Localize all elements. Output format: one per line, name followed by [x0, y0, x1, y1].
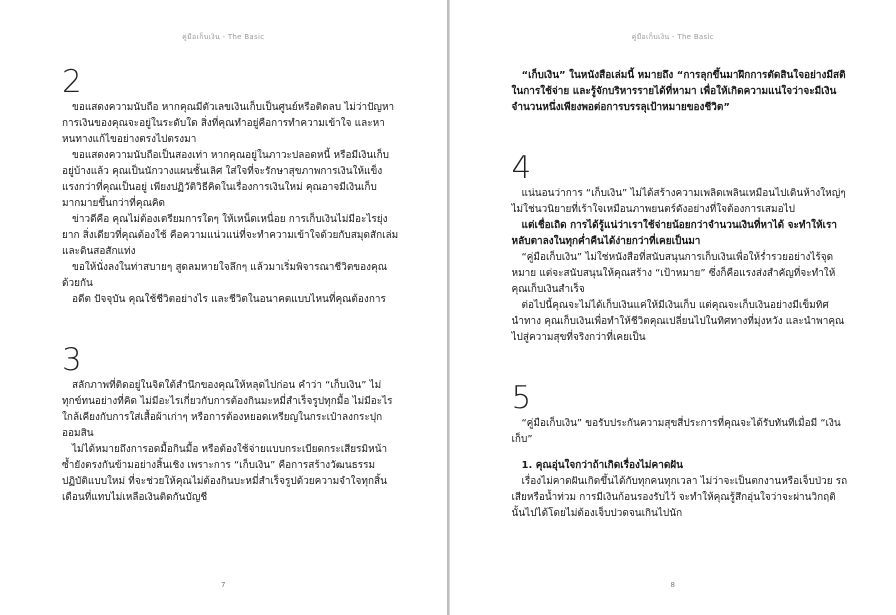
page-number: 8: [670, 581, 675, 589]
paragraph: แต่เชื่อเถิด การได้รู้แน่ว่าเราใช้จ่ายน้อยกว่าจำนวนเงินที่หาได้ จะทำให้เราหลับตาลงในทุกค่ำคืนได้ง่ายกว่าที่เคยเป็นมา: [511, 220, 837, 247]
section-number: 2: [62, 64, 82, 100]
section-spacer: [512, 116, 849, 152]
page-number: 7: [221, 581, 226, 589]
paragraph: อดีต ปัจจุบัน คุณใช้ชีวิตอย่างไร และชีวิตในอนาคตแบบไหนที่คุณต้องการ: [72, 294, 386, 305]
paragraph: ไม่ได้หมายถึงการอดมื้อกินมื้อ หรือต้องใช้จ่ายแบบกระเบียดกระเสียรมิหน้าซ้ำยังตรงกันข้ามอย่างสิ้นเชิง เพราะการ “เก็บเงิน” คือการสร้างวัฒนธรรมปฏิบัติแบบใหม่ ที่จะช่วยให้คุณไม่ต้องกินบะหมี่สำเร็จรูปด้วยความจำใจทุกสิ้นเดือนที่แทบไม่เหลือเงินติดกันบัญชี: [62, 444, 388, 503]
paragraph: ขอให้นั่งลงในท่าสบายๆ สูดลมหายใจลึกๆ แล้วมาเริ่มพิจารณาชีวิตของคุณด้วยกัน: [62, 262, 387, 289]
paragraph: สลักภาพที่ติดอยู่ในจิตใต้สำนึกของคุณให้หลุดไปก่อน คำว่า “เก็บเงิน” ไม่ทุกข์ทนอย่างที่คิด ไม่มีอะไรเกี่ยวกับการต้องกินมะหมี่สำเร็จรูปทุกมื้อ ไม่มีอะไรใกล้เคียงกับการใส่เสื้อผ้าเก่าๆ หรือการต้องหยอดเหรียญในกระเป๋าลงกระปุกออมสิน: [62, 380, 393, 439]
paragraph: ข่าวดีคือ คุณไม่ต้องเตรียมการใดๆ ให้เหน็ดเหนื่อย การเก็บเงินไม่มีอะไรยุ่งยาก สิ่งเดียวที่คุณต้องใช้ คือความแน่วแน่ที่จะทำความเข้าใจด้วยกับสมุดสักเล่มและดินสอสักแท่ง: [62, 214, 399, 257]
sub-heading: 1. คุณอุ่นใจกว่าถ้าเกิดเรื่องไม่คาดฝัน: [521, 460, 684, 471]
paragraph: ขอแสดงความนับถือเป็นสองเท่า หากคุณอยู่ในภาวะปลอดหนี้ หรือมีเงินเก็บอยู่บ้างแล้ว คุณเป็นนักวางแผนชั้นเลิศ ใส่ใจที่จะรักษาสุขภาพการเงินให้แข็งแรงกว่าที่คุณเป็นอยู่ เพียงปฏิวัติวิธีคิดในเรื่องการเงินใหม่ คุณอาจมีเงินเก็บมากมายขึ้นกว่าที่คุณคิด: [62, 150, 390, 209]
section-number: 5: [511, 380, 532, 416]
paragraph: “คู่มือเก็บเงิน” ไม่ใช่หนังสือที่สนับสนุนการเก็บเงินเพื่อให้ร่ำรวยอย่างไร้จุดหมาย แต่จะสนับสนุนให้คุณสร้าง “เป้าหมาย” ซึ่งก็คือแรงส่งสำคัญที่จะทำให้คุณเก็บเงินสำเร็จ: [511, 252, 836, 295]
left-page-content: [62, 66, 399, 506]
running-head: คู่มือเก็บเงิน - The Basic: [182, 33, 265, 41]
section-spacer: [62, 308, 399, 344]
paragraph: เรื่องไม่คาดฝันเกิดขึ้นได้กับทุกคนทุกเวลา ไม่ว่าจะเป็นตกงานหรือเจ็บป่วย รถเสียหรือน้ำท่วม การมีเงินก้อนรองรับไว้ จะทำให้คุณรู้สึกอุ่นใจว่าจะผ่านวิกฤตินั้นไปได้โดยไม่ต้องเจ็บปวดจนเกินไปนัก: [511, 476, 848, 519]
right-page: [450, 0, 896, 615]
paragraph: ต่อไปนี้คุณจะไม่ได้เก็บเงินแค่ให้มีเงินเก็บ แต่คุณจะเก็บเงินอย่างมีเข็มทิศนำทาง คุณเก็บเงินเพื่อทำให้ชีวิตคุณเปลี่ยนไปในทิศทางที่มุ่งหวัง และนำพาคุณไปสู่ความสุขที่จริงกว่าที่เคยเป็น: [511, 300, 845, 343]
paragraph: “คู่มือเก็บเงิน” ขอรับประกันความสุขสี่ประการที่คุณจะได้รับทันทีเมื่อมี “เงินเก็บ”: [511, 418, 841, 445]
running-head: คู่มือเก็บเงิน - The Basic: [631, 33, 714, 41]
right-page-content: [512, 68, 849, 522]
paragraph: ขอแสดงความนับถือ หากคุณมีตัวเลขเงินเก็บเป็นศูนย์หรือติดลบ ไม่ว่าปัญหาการเงินของคุณจะอยู่ในระดับใด สิ่งที่คุณทำอยู่คือการทำความเข้าใจ และหาหนทางแก้ไขอย่างตรงไปตรงมา: [62, 102, 395, 145]
paragraph: แน่นอนว่าการ “เก็บเงิน” ไม่ได้สร้างความเพลิดเพลินเหมือนไปเดินห้างใหญ่ๆ ไม่ใช่นวนิยายที่เร้าใจเหมือนภาพยนตร์ดังอย่างที่ใจต้องการเสมอไป: [511, 188, 846, 215]
intro-paragraph: “เก็บเงิน” ในหนังสือเล่มนี้ หมายถึง “การลุกขึ้นมาฝึกการตัดสินใจอย่างมีสติในการใช้จ่าย และรู้จักบริหารรายได้ที่หามา เพื่อให้เกิดความแน่ใจว่าจะมีเงินจำนวนหนึ่งเพียงพอต่อการบรรลุเป้าหมายของชีวิต”: [511, 70, 846, 113]
section-spacer: [512, 346, 849, 382]
section-number: 3: [62, 342, 82, 378]
section-number: 4: [511, 150, 532, 186]
